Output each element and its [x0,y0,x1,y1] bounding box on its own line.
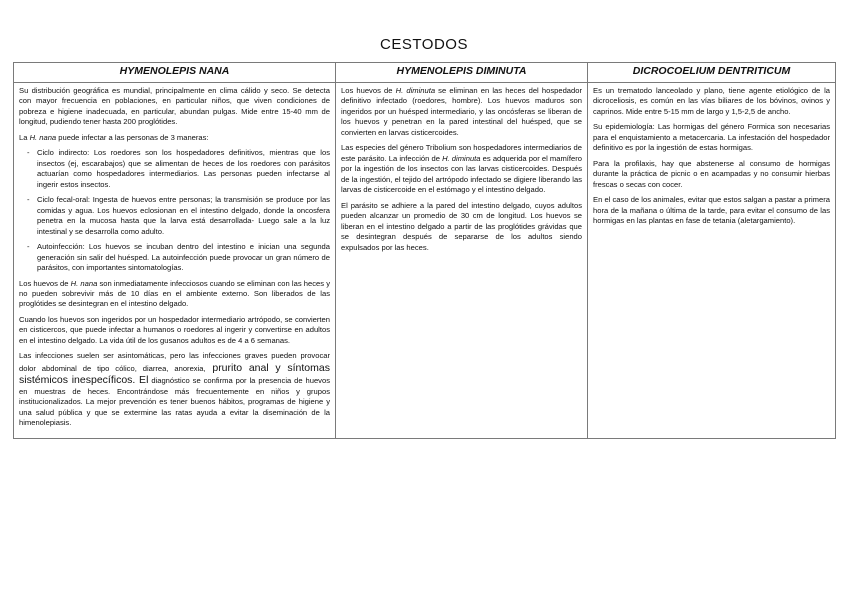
cestodos-table [13,62,836,439]
cell-hymenolepis-diminuta [336,83,588,439]
nana-paragraph-5 [19,351,330,429]
diminuta-paragraph-1 [341,86,582,138]
nana-paragraph-3 [19,279,330,310]
diminuta-p1-text-a: Los huevos de [341,86,396,95]
nana-p2-species: H. nana [29,132,57,142]
nana-bullet-indirect: - Ciclo indirecto: Los roedores son los hospedadores definitivos, mientras que los insectos (ej, escarabajos) que se alimentan de heces de los roedores con parásitos actuarían como hospedadores intermediarios. Las personas pueden infectarse al ingerir estos insectos. [37,148,330,190]
dicrocoelium-paragraph-3: Para la profilaxis, hay que abstenerse al consumo de hormigas durante la práctica de picnic o en acampadas y no consumir hierbas frescas o secas con cocer. [593,158,830,189]
dicrocoelium-paragraph-1: Es un trematodo lanceolado y plano, tiene agente etiológico de la dicroceliosis, es común en las vías biliares de los bóvinos, ovinos y caprinos. Mide entre 5-15 mm de largo y 1,5-2,5 de ancho. [593,86,830,116]
nana-paragraph-2 [19,133,330,143]
header-hymenolepis-nana: HYMENOLEPIS NANA [14,63,336,83]
cell-dicrocoelium-dentriticum [588,83,836,439]
header-hymenolepis-diminuta: HYMENOLEPIS DIMINUTA [336,63,588,83]
nana-p5-text-large: prurito anal y síntomas sistémicos inespecíficos. El [19,361,330,387]
nana-bullet-fecal-oral: - Ciclo fecal-oral: Ingesta de huevos entre personas; la transmisión se produce por las comidas y agua. Los huevos eclosionan en el intestino delgado, donde la oncosfera penetra en la mucosa hasta que la larva está desarrollada- Luego sale a la luz intestinal y se desarrolla como adulto. [37,195,330,237]
nana-p2-text-b: puede infectar a las personas de 3 maneras: [56,132,209,142]
diminuta-p1-species: H. diminuta [395,86,436,95]
dicrocoelium-paragraph-2: Su epidemiología: Las hormigas del género Formica son necesarias para el enquistamiento a metacercaria. La infestación del hospedador definitivo es por la ingestión de estas hormigas. [593,122,830,153]
nana-infection-list [19,148,330,273]
diminuta-p1-text-b: se eliminan en las heces del hospedador definitivo infectado (roedores, hombre). Los huevos maduros son ingeridos por un huésped intermediario, y las oncósferas se liberan de los huevos y penetran en la pared intestinal del huésped, que se convierten en larvas cisticercoides. [341,86,582,137]
nana-bullet-autoinfection: - Autoinfección: Los huevos se incuban dentro del intestino e inician una segunda generación sin salir del huésped. La autoinfección puede provocar un gran número de parásitos, con importantes sintomatologías. [37,242,330,273]
nana-paragraph-1: Su distribución geográfica es mundial, principalmente en clima cálido y seco. Se detecta con mayor frecuencia en poblaciones, en particular niños, que viven condiciones de pobreza e higiene inadecuada, en particular, abundan pulgas. Mide entre 15-40 mm de longitud, pudiendo tener hasta 200 proglótides. [19,86,330,127]
nana-p2-text-a: La [19,132,30,142]
nana-p5-text-a: Las infecciones suelen ser asintomáticas, pero las infecciones graves pueden provocar dolor abdominal de tipo cólico, diarrea, anorexia, [19,351,330,373]
content-row [14,83,836,439]
diminuta-p2-species: H. diminuta [442,153,481,163]
nana-p5-text-b: diagnóstico se confirma por la presencia de huevos en muestras de heces. Encontrándose más frecuentemente en niños y grupos institucionalizados. La mejor prevención es tener buenos hábitos, programas de higiene y una salud pública y que se extermine las ratas ayuda a evitar la diseminación de la himenolepiasis. [19,376,330,428]
nana-p3-text-a: Los huevos de [19,278,71,288]
nana-paragraph-4: Cuando los huevos son ingeridos por un hospedador intermediario artrópodo, se convierten en cisticercos, que puede infectar a humanos o roedores al ingerir y convertirse en adultos en el intestino delgado. La vida útil de los gusanos adultos es de 4 a 6 semanas. [19,314,330,345]
diminuta-paragraph-3: El parásito se adhiere a la pared del intestino delgado, cuyos adultos pueden alcanzar un promedio de 30 cm de longitud. Los huevos se liberan en el intestino delgado a partir de las proglótides grávidas que se desintegran después de separarse de los adultos siendo expulsados por las heces. [341,200,582,252]
diminuta-p2-text-a: Las especies del género Tribolium son hospedadores intermediarios de este parásito. La infección de [341,143,582,163]
diminuta-paragraph-2 [341,143,582,195]
dicrocoelium-paragraph-4: En el caso de los animales, evitar que estos salgan a pastar a primera hora de la mañana o última de la tarde, para evitar el consumo de las hormigas en las plantas en fase de tetania (aletargamiento). [593,195,830,226]
nana-p3-species: H. nana [70,278,98,288]
diminuta-p2-text-b: es adquerida por el mamífero por la ingestión de los insectos con las larvas cisticercoides. Después de la ingestión, el tejido del artrópodo infectado se digiere liberando las larvas de cisticercoide en el estómago y el intestino delgado. [341,153,582,195]
header-row [14,63,836,83]
page-title: CESTODOS [380,36,468,53]
cell-hymenolepis-nana [14,83,336,439]
header-dicrocoelium-dentriticum: DICROCOELIUM DENTRITICUM [588,63,836,83]
nana-p3-text-b: son inmediatamente infecciosos cuando se eliminan con las heces y no pueden sobrevivir más de 10 días en el ambiente externo. Son liberados de las proglótides se desintegran en el intestino delgado. [19,278,330,309]
